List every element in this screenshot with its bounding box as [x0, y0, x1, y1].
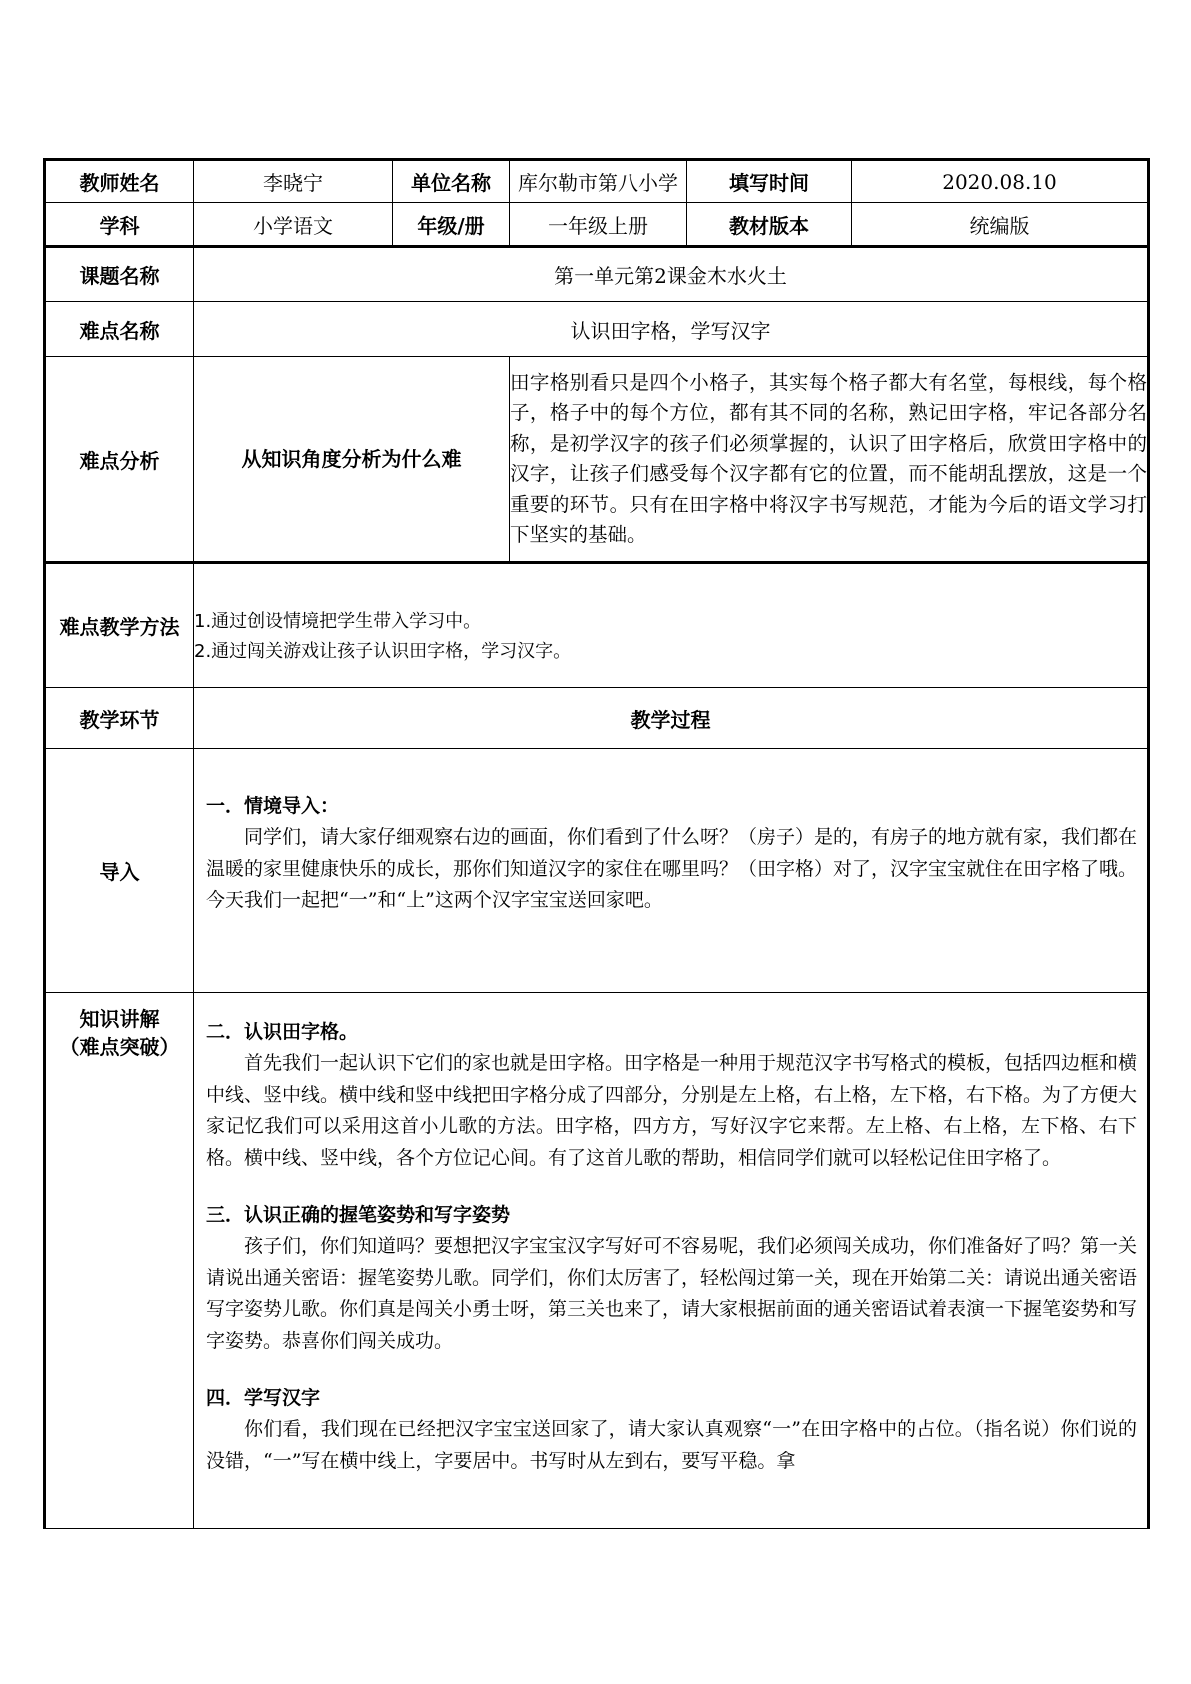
fill-time-label: 填写时间 — [687, 160, 852, 203]
header-row-2 — [45, 203, 1149, 247]
grade-label: 年级/册 — [393, 203, 510, 247]
lesson-plan-table — [43, 158, 1150, 1529]
difficulty-label: 难点名称 — [45, 302, 194, 357]
section-text: 首先我们一起认识下它们的家也就是田字格。田字格是一种用于规范汉字书写格式的模板，包括四边框和横中线、竖中线。横中线和竖中线把田字格分成了四部分，分别是左上格，右上格，左下格，右下格。为了方便大家记忆我们可以采用这首小儿歌的方法。田字格，四方方，写好汉字它来帮。左上格、右上格，左下格、右下格。横中线、竖中线，各个方位记心间。有了这首儿歌的帮助，相信同学们就可以轻松记住田字格了。 — [206, 1052, 1138, 1169]
difficulty-row — [45, 302, 1149, 357]
intro-row — [45, 749, 1149, 993]
section-heading: 二．认识田字格。 — [206, 1021, 359, 1043]
method-row — [45, 563, 1149, 688]
analysis-row — [45, 357, 1149, 563]
process-title: 教学过程 — [194, 688, 1149, 749]
teacher-name-label: 教师姓名 — [45, 160, 194, 203]
analysis-text: 田字格别看只是四个小格子，其实每个格子都大有名堂，每根线，每个格子，格子中的每个方位，都有其不同的名称，熟记田字格，牢记各部分名称，是初学汉字的孩子们必须掌握的，认识了田字格后，欣赏田字格中的汉字，让孩子们感受每个汉字都有它的位置，而不能胡乱摆放，这是一个重要的环节。只有在田字格中将汉字书写规范，才能为今后的语文学习打下坚实的基础。 — [510, 357, 1149, 563]
grade-value: 一年级上册 — [510, 203, 687, 247]
analysis-label: 难点分析 — [45, 357, 194, 563]
section-text: 你们看，我们现在已经把汉字宝宝送回家了，请大家认真观察“一”在田字格中的占位。（指名说）你们说的没错，“一”写在横中线上，字要居中。书写时从左到右，要写平稳。拿 — [206, 1418, 1137, 1472]
knowledge-section-2 — [194, 1200, 1147, 1357]
section-text: 孩子们，你们知道吗？要想把汉字宝宝汉字写好可不容易呢，我们必须闯关成功，你们准备好了吗？第一关请说出通关密语：握笔姿势儿歌。同学们，你们太厉害了，轻松闯过第一关，现在开始第二关：请说出通关密语写字姿势儿歌。你们真是闯关小勇士呀，第三关也来了，请大家根据前面的通关密语试着表演一下握笔姿势和写字姿势。恭喜你们闯关成功。 — [206, 1235, 1138, 1352]
intro-text: 同学们，请大家仔细观察右边的画面，你们看到了什么呀？（房子）是的，有房子的地方就有家，我们都在温暖的家里健康快乐的成长，那你们知道汉字的家住在哪里吗？（田字格）对了，汉字宝宝就住在田字格了哦。今天我们一起把“一”和“上”这两个汉字宝宝送回家吧。 — [206, 826, 1138, 911]
edition-value: 统编版 — [852, 203, 1149, 247]
method-item-1: 1.通过创设情境把学生带入学习中。 — [194, 610, 482, 632]
teacher-name-value: 李晓宁 — [194, 160, 393, 203]
process-header-row — [45, 688, 1149, 749]
knowledge-label-line2: （难点突破） — [59, 1035, 180, 1059]
method-label: 难点教学方法 — [45, 563, 194, 688]
knowledge-section-3 — [194, 1383, 1147, 1477]
topic-value: 第一单元第2课金木水火土 — [194, 247, 1149, 302]
knowledge-section-1 — [194, 1017, 1147, 1174]
edition-label: 教材版本 — [687, 203, 852, 247]
method-item-2: 2.通过闯关游戏让孩子认识田字格，学习汉字。 — [194, 640, 572, 662]
unit-name-value: 库尔勒市第八小学 — [510, 160, 687, 203]
analysis-sub-label: 从知识角度分析为什么难 — [194, 357, 510, 563]
method-content — [194, 563, 1149, 688]
difficulty-value: 认识田字格，学写汉字 — [194, 302, 1149, 357]
knowledge-label-line1: 知识讲解 — [79, 1007, 160, 1031]
section-heading: 三．认识正确的握笔姿势和写字姿势 — [206, 1204, 511, 1226]
header-row-1 — [45, 160, 1149, 203]
fill-time-value: 2020.08.10 — [852, 160, 1149, 203]
topic-label: 课题名称 — [45, 247, 194, 302]
intro-content — [194, 749, 1149, 993]
knowledge-label — [45, 993, 194, 1529]
subject-label: 学科 — [45, 203, 194, 247]
intro-heading: 一．情境导入： — [206, 795, 340, 817]
unit-name-label: 单位名称 — [393, 160, 510, 203]
section-heading: 四．学写汉字 — [206, 1387, 321, 1409]
process-stage-label: 教学环节 — [45, 688, 194, 749]
subject-value: 小学语文 — [194, 203, 393, 247]
knowledge-content — [194, 993, 1149, 1529]
intro-label: 导入 — [45, 749, 194, 993]
knowledge-row — [45, 993, 1149, 1529]
topic-row — [45, 247, 1149, 302]
